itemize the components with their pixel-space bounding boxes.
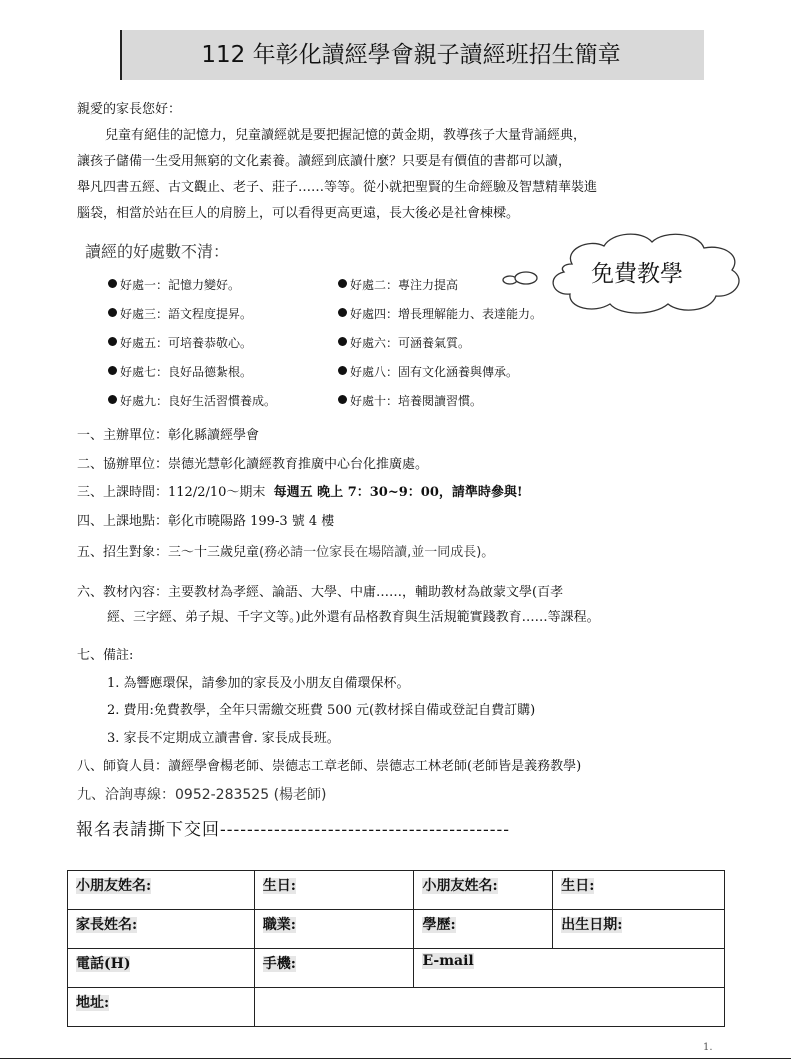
item-time: 三、上課時間：112/2/10～期末 每週五 晚上 7：30~9：00，請準時參與! xyxy=(77,485,523,500)
benefit-9: 好處九：良好生活習慣養成。 xyxy=(108,393,276,409)
registration-form xyxy=(67,870,725,1027)
note-2: 2. 費用:免費教學，全年只需繳交班費 500 元(教材採自備或登記自費訂購) xyxy=(107,703,536,718)
birthday-label: 生日: xyxy=(262,878,296,894)
intro-line-3: 舉凡四書五經、古文觀止、老子、莊子……等等。從小就把聖賢的生命經驗及智慧精華裝進 xyxy=(77,180,598,195)
free-teaching-callout: 免費教學 xyxy=(591,261,683,287)
bullet-icon xyxy=(338,337,347,346)
item-co-organizer: 二、協辦單位：崇德光慧彰化讀經教育推廣中心台化推廣處。 xyxy=(77,457,429,472)
bullet-icon xyxy=(338,366,347,375)
email-label: E-mail xyxy=(422,953,474,969)
address-label-cell xyxy=(68,988,255,1027)
intro-line-2: 讓孩子儲備一生受用無窮的文化素養。讀經到底讀什麼？只要是有價值的書都可以讀， xyxy=(77,154,572,169)
intro-line-4: 腦袋，相當於站在巨人的肩膀上，可以看得更高更遠，長大後必是社會棟樑。 xyxy=(77,206,520,221)
address-cell[interactable] xyxy=(254,988,724,1027)
benefit-2: 好處二：專注力提高 xyxy=(338,277,458,293)
item-target-note: (務必請一位家長在場陪讀,並一同成長)。 xyxy=(259,545,495,560)
item-place: 四、上課地點：彰化市曉陽路 199-3 號 4 樓 xyxy=(77,514,335,529)
item-organizer: 一、主辦單位：彰化縣讀經學會 xyxy=(77,428,260,443)
birth-date-cell[interactable] xyxy=(553,910,725,949)
birthday-2-label: 生日: xyxy=(561,878,595,894)
child-name-cell[interactable] xyxy=(68,871,255,910)
mobile-cell[interactable] xyxy=(254,949,414,988)
child-name-2-label: 小朋友姓名: xyxy=(422,878,498,894)
form-row xyxy=(68,871,725,910)
bullet-icon xyxy=(338,279,347,288)
birthday-2-cell[interactable] xyxy=(553,871,725,910)
form-row xyxy=(68,949,725,988)
greeting: 親愛的家長您好： xyxy=(77,102,182,117)
bullet-icon xyxy=(108,279,117,288)
note-3: 3. 家長不定期成立讀書會. 家長成長班。 xyxy=(107,731,340,746)
child-name-label: 小朋友姓名: xyxy=(76,878,152,894)
mobile-label: 手機: xyxy=(262,956,296,972)
address-label: 地址: xyxy=(76,995,110,1011)
benefit-6: 好處六：可涵養氣質。 xyxy=(338,335,470,351)
form-row xyxy=(68,910,725,949)
benefit-5: 好處五：可培養恭敬心。 xyxy=(108,335,252,351)
bullet-icon xyxy=(108,395,117,404)
item-time-bold: 每週五 晚上 7：30~9：00，請準時參與! xyxy=(273,485,523,500)
benefit-4: 好處四：增長理解能力、表達能力。 xyxy=(338,306,542,322)
page-number: 1. xyxy=(703,1042,713,1053)
note-1: 1. 為響應環保，請參加的家長及小朋友自備環保杯。 xyxy=(107,676,410,691)
occupation-label: 職業: xyxy=(262,917,296,933)
education-label: 學歷: xyxy=(422,917,456,933)
education-cell[interactable] xyxy=(414,910,553,949)
bullet-icon xyxy=(338,395,347,404)
benefit-8: 好處八：固有文化涵養與傳承。 xyxy=(338,364,518,380)
benefit-7: 好處七：良好品德紮根。 xyxy=(108,364,252,380)
benefit-10: 好處十：培養閱讀習慣。 xyxy=(338,393,482,409)
item-materials-2: 經、三字經、弟子規、千字文等。)此外還有品格教育與生活規範實踐教育……等課程。 xyxy=(107,610,600,625)
item-teachers: 八、師資人員：讀經學會楊老師、崇德志工章老師、崇德志工林老師(老師皆是義務教學) xyxy=(77,759,582,774)
bullet-icon xyxy=(108,308,117,317)
bullet-icon xyxy=(108,337,117,346)
footer-divider xyxy=(0,1058,791,1059)
item-notes-heading: 七、備註: xyxy=(77,648,134,663)
benefit-3: 好處三：語文程度提昇。 xyxy=(108,306,252,322)
birthday-cell[interactable] xyxy=(254,871,414,910)
bullet-icon xyxy=(338,308,347,317)
phone-label: 電話(H) xyxy=(76,956,131,972)
benefit-1: 好處一：記憶力變好。 xyxy=(108,277,240,293)
parent-name-cell[interactable] xyxy=(68,910,255,949)
child-name-2-cell[interactable] xyxy=(414,871,553,910)
intro-line-1: 兒童有絕佳的記憶力，兒童讀經就是要把握記憶的黃金期，教導孩子大量背誦經典， xyxy=(105,128,587,143)
birth-date-label: 出生日期: xyxy=(561,917,623,933)
page-title: 112 年彰化讀經學會親子讀經班招生簡章 xyxy=(201,42,621,68)
parent-name-label: 家長姓名: xyxy=(76,917,138,933)
item-target: 五、招生對象：三～十三歲兒童(務必請一位家長在場陪讀,並一同成長)。 xyxy=(77,545,495,560)
email-cell[interactable] xyxy=(414,949,725,988)
item-hotline: 九、洽詢專線：0952-283525 (楊老師) xyxy=(77,787,327,803)
item-materials-1: 六、教材內容：主要教材為孝經、論語、大學、中庸……，輔助教材為啟蒙文學(百孝 xyxy=(77,585,564,600)
phone-cell[interactable] xyxy=(68,949,255,988)
bullet-icon xyxy=(108,366,117,375)
form-row xyxy=(68,988,725,1027)
signup-tear-line: 報名表請撕下交回------------------------------------------- xyxy=(76,820,510,840)
benefits-heading: 讀經的好處數不清： xyxy=(85,242,230,261)
occupation-cell[interactable] xyxy=(254,910,414,949)
